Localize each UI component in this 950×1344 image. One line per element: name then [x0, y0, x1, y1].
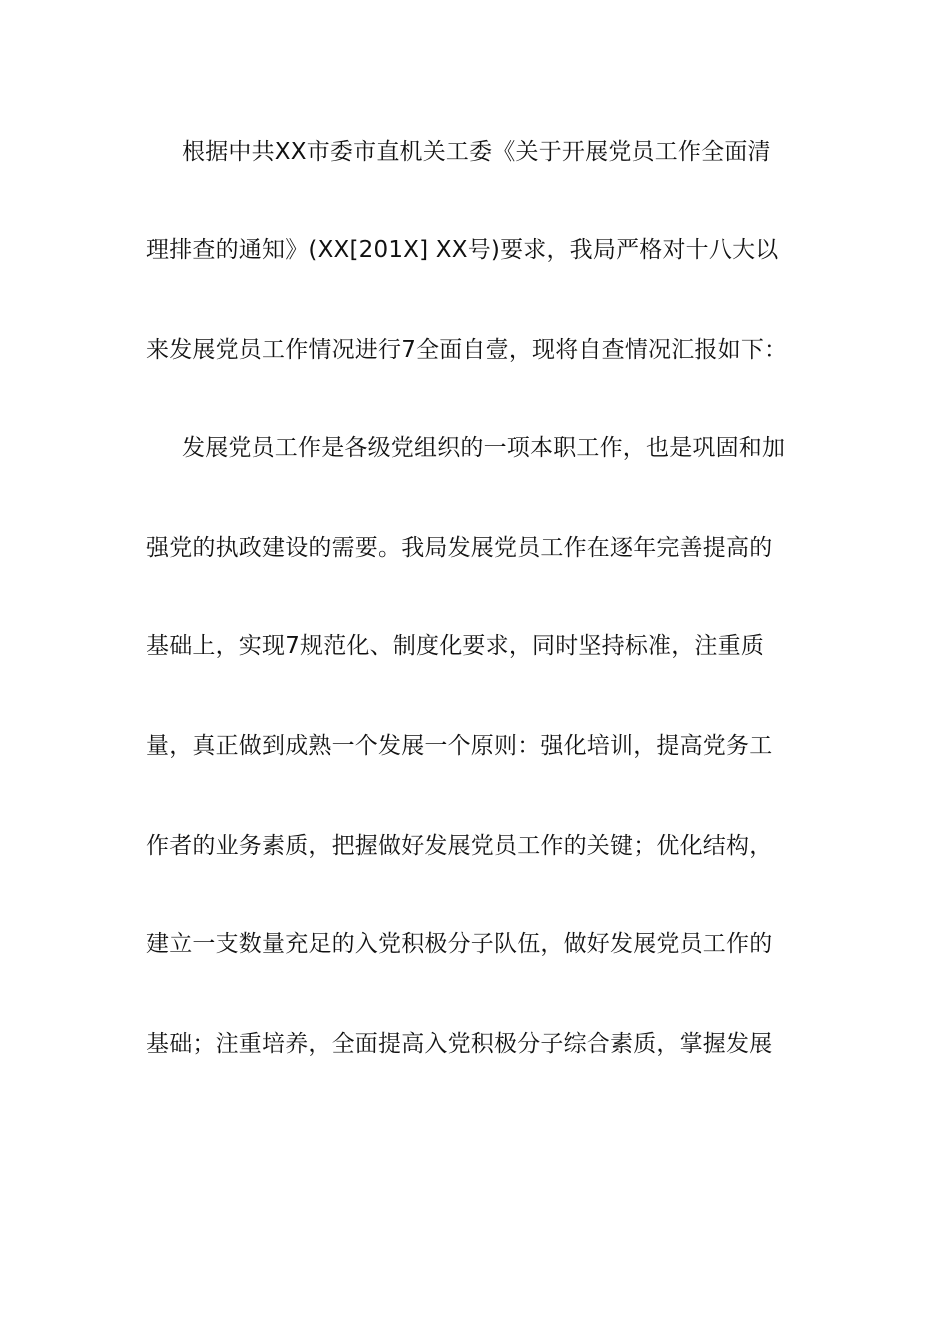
- paragraph-1-line-3: 来发展党员工作情况进行7全面自壹，现将自查情况汇报如下：: [146, 337, 788, 363]
- paragraph-2-line-5: 作者的业务素质，把握做好发展党员工作的关键；优化结构，: [146, 833, 773, 859]
- paragraph-2-line-3: 基础上，实现7规范化、制度化要求，同时坚持标准，注重质: [146, 633, 765, 659]
- paragraph-1-line-2: 理排查的通知》(XX[201X] XX号)要求，我局严格对十八大以: [146, 237, 779, 263]
- paragraph-2-line-6: 建立一支数量充足的入党积极分子队伍，做好发展党员工作的: [146, 931, 773, 957]
- paragraph-1-line-1: 根据中共XX市委市直机关工委《关于开展党员工作全面清: [182, 139, 771, 165]
- paragraph-2-line-7: 基础；注重培养，全面提高入党积极分子综合素质，掌握发展: [146, 1031, 773, 1057]
- paragraph-2-line-2: 强党的执政建设的需要。我局发展党员工作在逐年完善提高的: [146, 535, 773, 561]
- paragraph-2-line-1: 发展党员工作是各级党组织的一项本职工作，也是巩固和加: [182, 435, 786, 461]
- paragraph-2-line-4: 量，真正做到成熟一个发展一个原则：强化培训，提高党务工: [146, 733, 773, 759]
